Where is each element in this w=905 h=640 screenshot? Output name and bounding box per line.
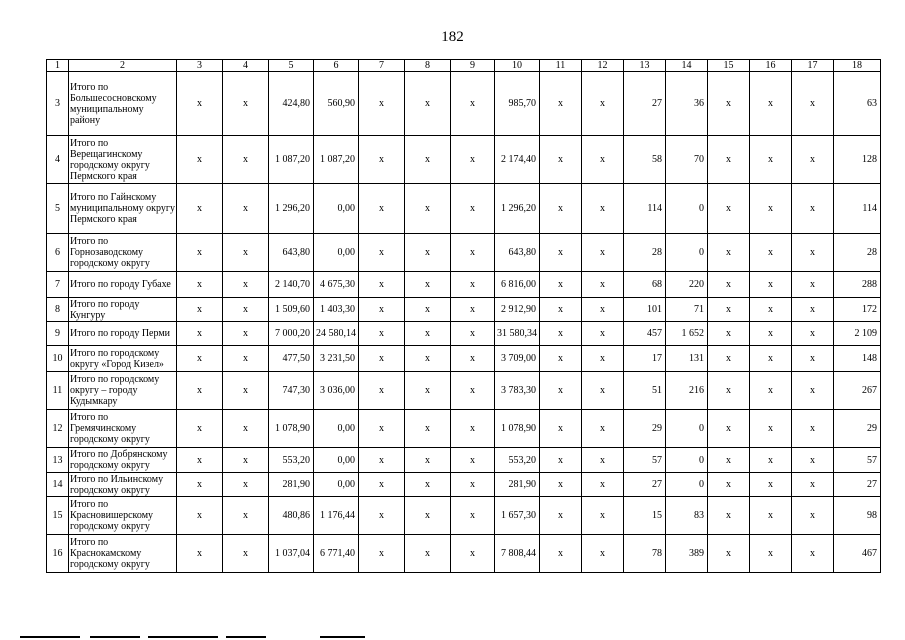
- cell-col-16: x: [750, 234, 792, 272]
- cell-col-9: x: [451, 234, 495, 272]
- cell-col-5: 1 296,20: [269, 184, 314, 234]
- cell-col-7: x: [359, 535, 405, 573]
- cell-col-3: x: [177, 136, 223, 184]
- cell-col-8: x: [405, 497, 451, 535]
- table-row: [47, 372, 881, 410]
- row-number: 7: [47, 272, 69, 298]
- cell-col-3: x: [177, 448, 223, 473]
- cell-col-15: x: [708, 184, 750, 234]
- table-row: [47, 410, 881, 448]
- cell-col-16: x: [750, 473, 792, 497]
- cell-col-5: 2 140,70: [269, 272, 314, 298]
- cell-col-17: x: [792, 372, 834, 410]
- cell-col-18: 267: [834, 372, 881, 410]
- cell-col-12: x: [582, 448, 624, 473]
- cell-col-7: x: [359, 473, 405, 497]
- row-number: 8: [47, 298, 69, 322]
- row-name: Итого по Краснокамскому городскому округу: [69, 535, 177, 573]
- cell-col-13: 27: [624, 473, 666, 497]
- cell-col-8: x: [405, 136, 451, 184]
- page-number: 182: [441, 29, 464, 45]
- cell-col-15: x: [708, 372, 750, 410]
- cell-col-14: 36: [666, 72, 708, 136]
- cell-col-10: 6 816,00: [495, 272, 540, 298]
- table-row: [47, 272, 881, 298]
- table-row: [47, 72, 881, 136]
- cell-col-12: x: [582, 322, 624, 346]
- table-row: [47, 234, 881, 272]
- cell-col-7: x: [359, 410, 405, 448]
- cell-col-16: x: [750, 72, 792, 136]
- cell-col-6: 560,90: [314, 72, 359, 136]
- cell-col-11: x: [540, 322, 582, 346]
- cell-col-14: 0: [666, 448, 708, 473]
- cell-col-4: x: [223, 473, 269, 497]
- cell-col-6: 6 771,40: [314, 535, 359, 573]
- column-number-row: [47, 60, 881, 72]
- footer-mark: [90, 636, 140, 638]
- cell-col-9: x: [451, 448, 495, 473]
- row-number: 10: [47, 346, 69, 372]
- cell-col-16: x: [750, 535, 792, 573]
- column-header: 11: [540, 60, 582, 72]
- cell-col-3: x: [177, 473, 223, 497]
- cell-col-13: 78: [624, 535, 666, 573]
- cell-col-5: 643,80: [269, 234, 314, 272]
- column-header: 1: [47, 60, 69, 72]
- cell-col-12: x: [582, 410, 624, 448]
- cell-col-16: x: [750, 136, 792, 184]
- cell-col-17: x: [792, 497, 834, 535]
- cell-col-10: 31 580,34: [495, 322, 540, 346]
- cell-col-11: x: [540, 72, 582, 136]
- cell-col-9: x: [451, 136, 495, 184]
- cell-col-11: x: [540, 497, 582, 535]
- cell-col-14: 71: [666, 298, 708, 322]
- cell-col-3: x: [177, 372, 223, 410]
- row-name: Итого по Гремячинскому городскому округу: [69, 410, 177, 448]
- table-row: [47, 535, 881, 573]
- cell-col-7: x: [359, 322, 405, 346]
- cell-col-5: 480,86: [269, 497, 314, 535]
- cell-col-9: x: [451, 372, 495, 410]
- cell-col-5: 1 509,60: [269, 298, 314, 322]
- column-header: 2: [69, 60, 177, 72]
- row-number: 16: [47, 535, 69, 573]
- row-number: 3: [47, 72, 69, 136]
- cell-col-5: 747,30: [269, 372, 314, 410]
- cell-col-12: x: [582, 372, 624, 410]
- cell-col-10: 985,70: [495, 72, 540, 136]
- cell-col-8: x: [405, 234, 451, 272]
- table-row: [47, 322, 881, 346]
- cell-col-17: x: [792, 184, 834, 234]
- cell-col-14: 389: [666, 535, 708, 573]
- cell-col-7: x: [359, 184, 405, 234]
- column-header: 12: [582, 60, 624, 72]
- row-name: Итого по городскому округу – городу Кудымкару: [69, 372, 177, 410]
- cell-col-3: x: [177, 410, 223, 448]
- cell-col-9: x: [451, 184, 495, 234]
- cell-col-5: 1 087,20: [269, 136, 314, 184]
- cell-col-16: x: [750, 497, 792, 535]
- cell-col-3: x: [177, 535, 223, 573]
- cell-col-8: x: [405, 272, 451, 298]
- row-number: 13: [47, 448, 69, 473]
- cell-col-6: 0,00: [314, 234, 359, 272]
- cell-col-12: x: [582, 184, 624, 234]
- column-header: 5: [269, 60, 314, 72]
- cell-col-12: x: [582, 72, 624, 136]
- cell-col-4: x: [223, 136, 269, 184]
- cell-col-4: x: [223, 448, 269, 473]
- cell-col-8: x: [405, 448, 451, 473]
- cell-col-8: x: [405, 298, 451, 322]
- cell-col-9: x: [451, 322, 495, 346]
- cell-col-18: 148: [834, 346, 881, 372]
- cell-col-13: 101: [624, 298, 666, 322]
- cell-col-12: x: [582, 272, 624, 298]
- cell-col-7: x: [359, 497, 405, 535]
- cell-col-9: x: [451, 346, 495, 372]
- row-number: 14: [47, 473, 69, 497]
- cell-col-17: x: [792, 72, 834, 136]
- cell-col-4: x: [223, 410, 269, 448]
- cell-col-3: x: [177, 272, 223, 298]
- cell-col-3: x: [177, 298, 223, 322]
- cell-col-8: x: [405, 322, 451, 346]
- column-header: 15: [708, 60, 750, 72]
- cell-col-10: 1 296,20: [495, 184, 540, 234]
- footer-mark: [20, 636, 80, 638]
- cell-col-5: 424,80: [269, 72, 314, 136]
- column-header: 8: [405, 60, 451, 72]
- cell-col-14: 0: [666, 473, 708, 497]
- cell-col-3: x: [177, 497, 223, 535]
- cell-col-10: 3 783,30: [495, 372, 540, 410]
- cell-col-12: x: [582, 535, 624, 573]
- cell-col-13: 15: [624, 497, 666, 535]
- row-number: 12: [47, 410, 69, 448]
- cell-col-14: 0: [666, 410, 708, 448]
- row-name: Итого по Горнозаводскому городскому округу: [69, 234, 177, 272]
- cell-col-15: x: [708, 322, 750, 346]
- row-number: 4: [47, 136, 69, 184]
- cell-col-13: 28: [624, 234, 666, 272]
- table-row: [47, 473, 881, 497]
- cell-col-5: 281,90: [269, 473, 314, 497]
- cell-col-6: 1 403,30: [314, 298, 359, 322]
- row-name: Итого по Верещагинскому городскому округу Пермского края: [69, 136, 177, 184]
- cell-col-4: x: [223, 72, 269, 136]
- cell-col-16: x: [750, 346, 792, 372]
- cell-col-18: 27: [834, 473, 881, 497]
- cell-col-17: x: [792, 346, 834, 372]
- cell-col-4: x: [223, 346, 269, 372]
- cell-col-15: x: [708, 346, 750, 372]
- data-table: [46, 59, 881, 573]
- cell-col-18: 63: [834, 72, 881, 136]
- row-name: Итого по городу Губахе: [69, 272, 177, 298]
- cell-col-8: x: [405, 72, 451, 136]
- cell-col-8: x: [405, 184, 451, 234]
- cell-col-9: x: [451, 272, 495, 298]
- cell-col-10: 643,80: [495, 234, 540, 272]
- table-row: [47, 298, 881, 322]
- column-header: 3: [177, 60, 223, 72]
- cell-col-15: x: [708, 234, 750, 272]
- cell-col-6: 0,00: [314, 448, 359, 473]
- cell-col-11: x: [540, 184, 582, 234]
- cell-col-18: 288: [834, 272, 881, 298]
- cell-col-6: 0,00: [314, 473, 359, 497]
- cell-col-6: 24 580,14: [314, 322, 359, 346]
- cell-col-12: x: [582, 136, 624, 184]
- cell-col-7: x: [359, 136, 405, 184]
- column-header: 6: [314, 60, 359, 72]
- cell-col-15: x: [708, 410, 750, 448]
- cell-col-17: x: [792, 234, 834, 272]
- cell-col-17: x: [792, 322, 834, 346]
- cell-col-9: x: [451, 497, 495, 535]
- cell-col-10: 3 709,00: [495, 346, 540, 372]
- cell-col-17: x: [792, 298, 834, 322]
- cell-col-18: 28: [834, 234, 881, 272]
- cell-col-11: x: [540, 473, 582, 497]
- cell-col-16: x: [750, 272, 792, 298]
- cell-col-7: x: [359, 372, 405, 410]
- cell-col-5: 1 037,04: [269, 535, 314, 573]
- cell-col-8: x: [405, 535, 451, 573]
- cell-col-5: 477,50: [269, 346, 314, 372]
- column-header: 10: [495, 60, 540, 72]
- cell-col-11: x: [540, 346, 582, 372]
- cell-col-12: x: [582, 497, 624, 535]
- cell-col-15: x: [708, 72, 750, 136]
- footer-mark: [320, 636, 365, 638]
- row-number: 5: [47, 184, 69, 234]
- cell-col-7: x: [359, 298, 405, 322]
- cell-col-16: x: [750, 322, 792, 346]
- row-number: 6: [47, 234, 69, 272]
- column-header: 13: [624, 60, 666, 72]
- cell-col-18: 57: [834, 448, 881, 473]
- row-number: 15: [47, 497, 69, 535]
- cell-col-7: x: [359, 346, 405, 372]
- cell-col-7: x: [359, 234, 405, 272]
- cell-col-11: x: [540, 298, 582, 322]
- table-row: [47, 448, 881, 473]
- cell-col-13: 27: [624, 72, 666, 136]
- cell-col-4: x: [223, 272, 269, 298]
- cell-col-13: 29: [624, 410, 666, 448]
- row-name: Итого по Большесосновскому муниципальному району: [69, 72, 177, 136]
- cell-col-9: x: [451, 473, 495, 497]
- cell-col-5: 7 000,20: [269, 322, 314, 346]
- cell-col-16: x: [750, 448, 792, 473]
- cell-col-7: x: [359, 72, 405, 136]
- cell-col-18: 98: [834, 497, 881, 535]
- cell-col-13: 57: [624, 448, 666, 473]
- cell-col-4: x: [223, 184, 269, 234]
- cell-col-10: 1 657,30: [495, 497, 540, 535]
- cell-col-3: x: [177, 234, 223, 272]
- cell-col-11: x: [540, 372, 582, 410]
- cell-col-6: 1 176,44: [314, 497, 359, 535]
- column-header: 9: [451, 60, 495, 72]
- cell-col-14: 216: [666, 372, 708, 410]
- cell-col-5: 1 078,90: [269, 410, 314, 448]
- cell-col-3: x: [177, 346, 223, 372]
- cell-col-15: x: [708, 473, 750, 497]
- cell-col-12: x: [582, 298, 624, 322]
- cell-col-12: x: [582, 346, 624, 372]
- row-name: Итого по городу Кунгуру: [69, 298, 177, 322]
- cell-col-18: 172: [834, 298, 881, 322]
- cell-col-18: 2 109: [834, 322, 881, 346]
- cell-col-14: 83: [666, 497, 708, 535]
- cell-col-14: 0: [666, 184, 708, 234]
- cell-col-9: x: [451, 298, 495, 322]
- cell-col-4: x: [223, 535, 269, 573]
- cell-col-10: 7 808,44: [495, 535, 540, 573]
- cell-col-10: 2 174,40: [495, 136, 540, 184]
- row-name: Итого по Ильинскому городскому округу: [69, 473, 177, 497]
- cell-col-4: x: [223, 372, 269, 410]
- cell-col-18: 467: [834, 535, 881, 573]
- cell-col-17: x: [792, 473, 834, 497]
- row-number: 11: [47, 372, 69, 410]
- cell-col-9: x: [451, 72, 495, 136]
- cell-col-15: x: [708, 136, 750, 184]
- cell-col-13: 114: [624, 184, 666, 234]
- cell-col-17: x: [792, 136, 834, 184]
- cell-col-16: x: [750, 372, 792, 410]
- cell-col-13: 51: [624, 372, 666, 410]
- column-header: 18: [834, 60, 881, 72]
- row-name: Итого по Добрянскому городскому округу: [69, 448, 177, 473]
- cell-col-13: 457: [624, 322, 666, 346]
- cell-col-13: 17: [624, 346, 666, 372]
- cell-col-15: x: [708, 298, 750, 322]
- cell-col-11: x: [540, 448, 582, 473]
- cell-col-17: x: [792, 448, 834, 473]
- cell-col-5: 553,20: [269, 448, 314, 473]
- cell-col-7: x: [359, 448, 405, 473]
- cell-col-4: x: [223, 298, 269, 322]
- column-header: 14: [666, 60, 708, 72]
- cell-col-13: 68: [624, 272, 666, 298]
- cell-col-11: x: [540, 272, 582, 298]
- cell-col-11: x: [540, 136, 582, 184]
- cell-col-9: x: [451, 410, 495, 448]
- cell-col-3: x: [177, 322, 223, 346]
- cell-col-8: x: [405, 372, 451, 410]
- cell-col-4: x: [223, 322, 269, 346]
- cell-col-6: 3 231,50: [314, 346, 359, 372]
- cell-col-3: x: [177, 184, 223, 234]
- column-header: 4: [223, 60, 269, 72]
- column-header: 16: [750, 60, 792, 72]
- cell-col-16: x: [750, 298, 792, 322]
- cell-col-3: x: [177, 72, 223, 136]
- row-name: Итого по городу Перми: [69, 322, 177, 346]
- row-number: 9: [47, 322, 69, 346]
- cell-col-8: x: [405, 346, 451, 372]
- cell-col-13: 58: [624, 136, 666, 184]
- cell-col-15: x: [708, 448, 750, 473]
- cell-col-11: x: [540, 535, 582, 573]
- cell-col-10: 1 078,90: [495, 410, 540, 448]
- cell-col-17: x: [792, 272, 834, 298]
- cell-col-14: 70: [666, 136, 708, 184]
- cell-col-15: x: [708, 272, 750, 298]
- cell-col-6: 1 087,20: [314, 136, 359, 184]
- cell-col-17: x: [792, 535, 834, 573]
- row-name: Итого по Красновишерскому городскому округу: [69, 497, 177, 535]
- cell-col-10: 281,90: [495, 473, 540, 497]
- cell-col-8: x: [405, 410, 451, 448]
- column-header: 17: [792, 60, 834, 72]
- cell-col-16: x: [750, 410, 792, 448]
- cell-col-16: x: [750, 184, 792, 234]
- cell-col-4: x: [223, 234, 269, 272]
- table-row: [47, 184, 881, 234]
- cell-col-18: 128: [834, 136, 881, 184]
- cell-col-15: x: [708, 535, 750, 573]
- cell-col-10: 2 912,90: [495, 298, 540, 322]
- cell-col-18: 114: [834, 184, 881, 234]
- footer-mark: [148, 636, 218, 638]
- cell-col-10: 553,20: [495, 448, 540, 473]
- cell-col-6: 3 036,00: [314, 372, 359, 410]
- cell-col-18: 29: [834, 410, 881, 448]
- cell-col-15: x: [708, 497, 750, 535]
- cell-col-6: 0,00: [314, 184, 359, 234]
- cell-col-14: 220: [666, 272, 708, 298]
- cell-col-17: x: [792, 410, 834, 448]
- cell-col-6: 0,00: [314, 410, 359, 448]
- row-name: Итого по Гайнскому муниципальному округу Пермского края: [69, 184, 177, 234]
- footer-mark: [226, 636, 266, 638]
- cell-col-12: x: [582, 234, 624, 272]
- table-row: [47, 346, 881, 372]
- row-name: Итого по городскому округу «Город Кизел»: [69, 346, 177, 372]
- cell-col-6: 4 675,30: [314, 272, 359, 298]
- cell-col-11: x: [540, 410, 582, 448]
- cell-col-14: 1 652: [666, 322, 708, 346]
- table-row: [47, 136, 881, 184]
- column-header: 7: [359, 60, 405, 72]
- cell-col-12: x: [582, 473, 624, 497]
- cell-col-7: x: [359, 272, 405, 298]
- cell-col-14: 0: [666, 234, 708, 272]
- table-row: [47, 497, 881, 535]
- cell-col-14: 131: [666, 346, 708, 372]
- cell-col-8: x: [405, 473, 451, 497]
- cell-col-4: x: [223, 497, 269, 535]
- cell-col-11: x: [540, 234, 582, 272]
- cell-col-9: x: [451, 535, 495, 573]
